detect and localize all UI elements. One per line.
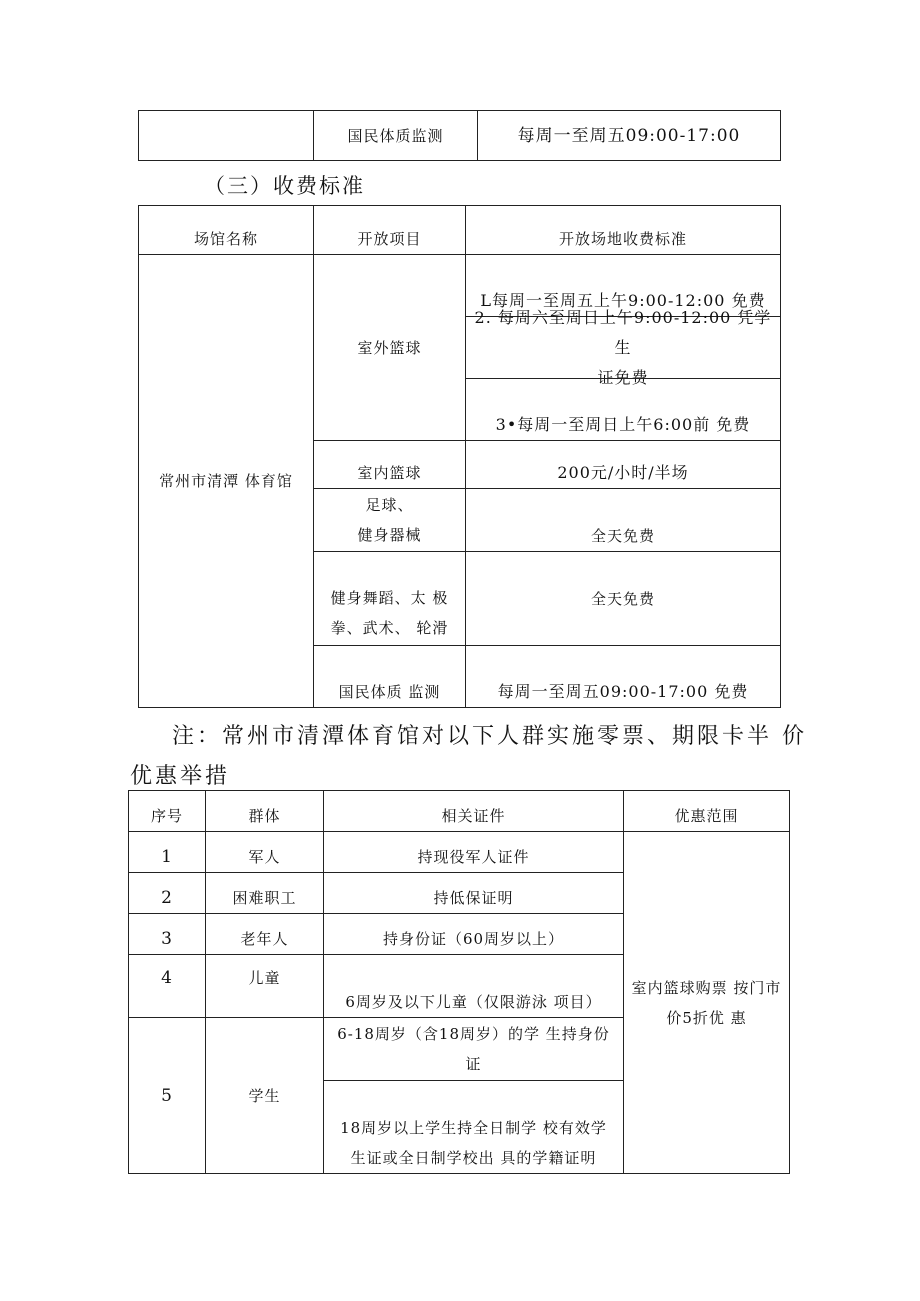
discount-header-document: 相关证件 [323, 790, 624, 832]
fee-dance-fee: 全天免费 [465, 551, 781, 646]
top-table-hours-cell [477, 110, 781, 161]
top-table-item-cell [313, 110, 478, 161]
fee-table [138, 205, 781, 708]
fee-outdoor-row-1: L每周一至周五上午9:00-12:00 免费 [465, 254, 781, 317]
discount-header-seq: 序号 [128, 790, 206, 832]
fee-header-project: 开放项目 [313, 205, 466, 255]
fee-project-dance: 健身舞蹈、太 极 拳、武术、 轮滑 [313, 551, 466, 646]
discount-group-5: 学生 [205, 1017, 324, 1174]
discount-document-5b: 18周岁以上学生持全日制学 校有效学 生证或全日制学校出 具的学籍证明 [323, 1080, 624, 1174]
discount-seq-2: 2 [128, 872, 206, 914]
fee-physique-fee: 每周一至周五09:00-17:00 免费 [465, 645, 781, 708]
discount-group-2: 困难职工 [205, 872, 324, 914]
fee-project-indoor-basketball: 室内篮球 [313, 440, 466, 489]
discount-header-scope: 优惠范围 [623, 790, 790, 832]
fee-project-football-fitness: 足球、 健身器械 [313, 488, 466, 552]
discount-header-group: 群体 [205, 790, 324, 832]
discount-scope-cell: 室内篮球购票 按门市 价5折优 惠 [623, 831, 790, 1174]
discount-group-4: 儿童 [205, 954, 324, 1018]
discount-seq-1: 1 [128, 831, 206, 873]
discount-document-4: 6周岁及以下儿童（仅限游泳 项目） [323, 954, 624, 1018]
discount-seq-5: 5 [128, 1017, 206, 1174]
fee-project-outdoor-basketball: 室外篮球 [313, 254, 466, 441]
discount-group-3: 老年人 [205, 913, 324, 955]
top-table-item: 国民体质监测 [347, 126, 444, 145]
fee-project-physique: 国民体质 监测 [313, 645, 466, 708]
discount-document-5a: 6-18周岁（含18周岁）的学 生持身份 证 [323, 1017, 624, 1081]
note-line-1: 注：常州市清潭体育馆对以下人群实施零票、期限卡半 价 [172, 724, 807, 749]
fee-football-fitness-fee: 全天免费 [465, 488, 781, 552]
top-table-name-cell [138, 110, 314, 161]
top-table [138, 110, 781, 161]
top-table-hours: 每周一至周五09:00-17:00 [517, 125, 741, 146]
fee-header-standard: 开放场地收费标准 [465, 205, 781, 255]
fee-outdoor-row-3: 3•每周一至周日上午6:00前 免费 [465, 378, 781, 441]
fee-outdoor-row-2: 2. 每周六至周日上午9:00-12:00 凭学生 证免费 [465, 316, 781, 379]
discount-seq-4: 4 [128, 954, 206, 1018]
discount-document-3: 持身份证（60周岁以上） [323, 913, 624, 955]
section-heading: （三）收费标准 [204, 174, 365, 198]
discount-table [128, 790, 790, 1174]
fee-venue-name: 常州市清潭 体育馆 [159, 472, 293, 490]
discount-document-2: 持低保证明 [323, 872, 624, 914]
fee-venue-name-cell [138, 254, 314, 708]
note-line-2: 优惠举措 [130, 764, 231, 789]
fee-header-venue: 场馆名称 [138, 205, 314, 255]
discount-group-1: 军人 [205, 831, 324, 873]
discount-document-1: 持现役军人证件 [323, 831, 624, 873]
fee-indoor-basketball-fee: 200元/小时/半场 [465, 440, 781, 489]
discount-seq-3: 3 [128, 913, 206, 955]
